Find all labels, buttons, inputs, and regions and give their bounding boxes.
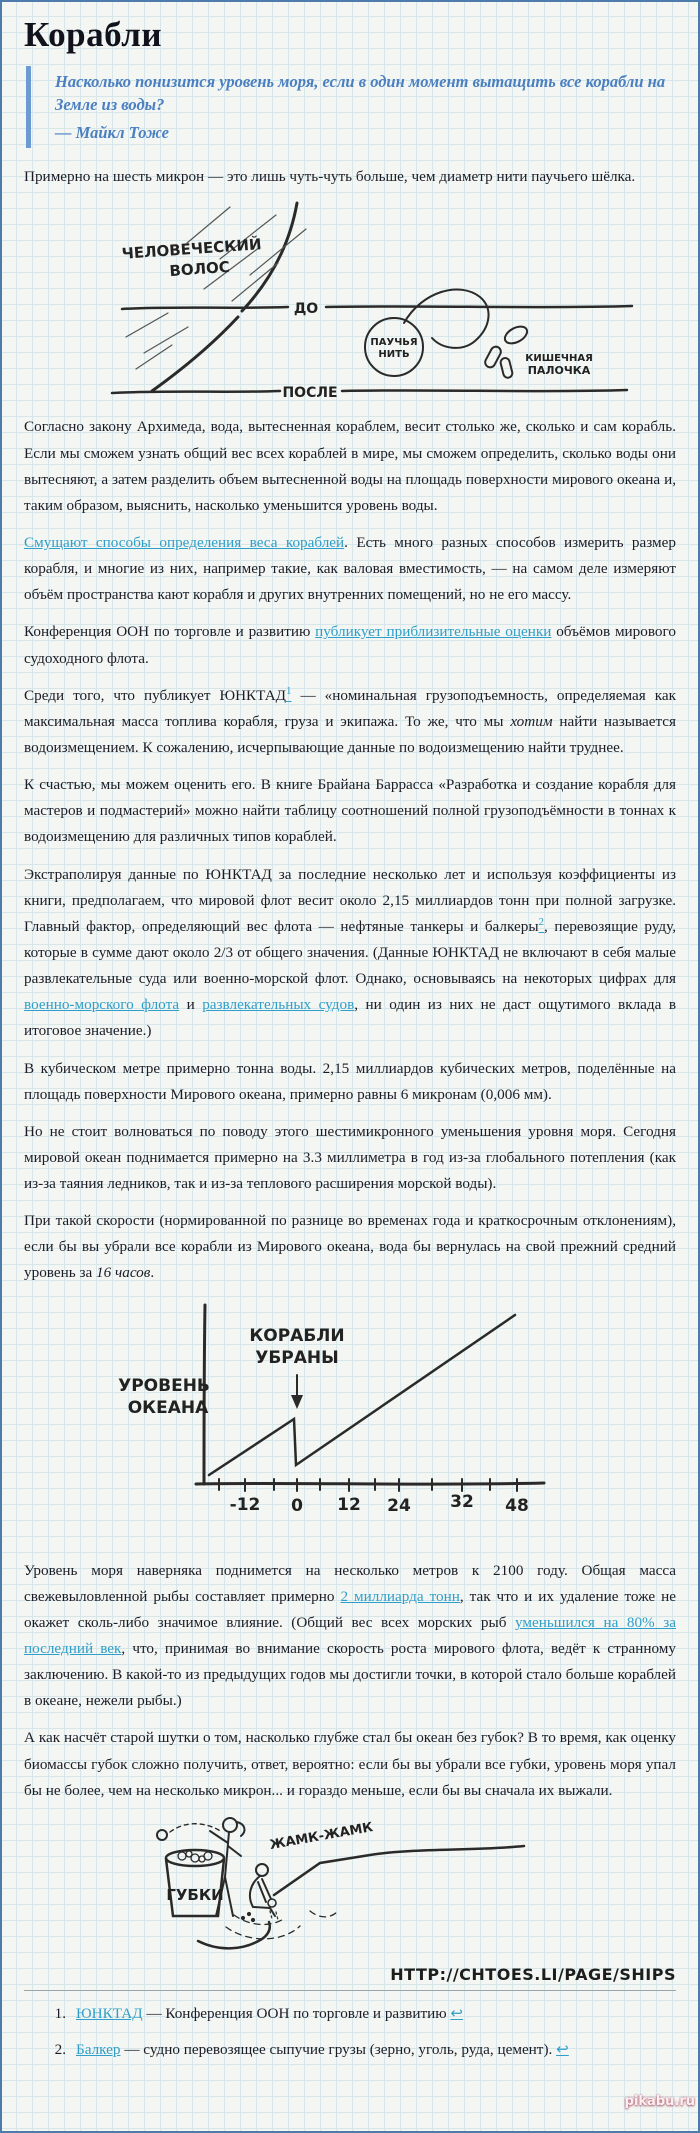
x-tick-label: 0 bbox=[291, 1495, 303, 1516]
x-tick-label: -12 bbox=[229, 1494, 261, 1515]
text-run: найти называется водоизмещением. К сожалению, исчерпывающие данные по водоизмещению найти труднее. bbox=[24, 712, 676, 756]
footnote-number: 2. bbox=[54, 2040, 66, 2058]
footnote-ref-link[interactable]: 2 bbox=[538, 915, 545, 928]
text-run: и bbox=[179, 996, 203, 1014]
paragraph-group-main bbox=[24, 414, 676, 1286]
source-url: HTTP://CHTOES.LI/PAGE/SHIPS bbox=[390, 1964, 676, 1984]
before-label: ДО bbox=[293, 301, 319, 318]
article-content bbox=[2, 2, 698, 2061]
text-run: . bbox=[150, 1264, 155, 1282]
inline-link[interactable]: военно-морского флота bbox=[24, 996, 180, 1014]
ecoli-label-line1: КИШЕЧНАЯ bbox=[525, 353, 593, 365]
watermark: pikabu.ru bbox=[624, 2094, 695, 2109]
text-run: В кубическом метре примерно тонна воды. 2,15 миллиардов кубических метров, поделённые на площадь поверхности Мирового океана, примерно равны 6 микронам (0,006 мм). bbox=[24, 1059, 676, 1103]
paragraph bbox=[24, 414, 676, 519]
sponge-drawing bbox=[112, 1815, 652, 1960]
hair-label-line2: ВОЛОС bbox=[168, 258, 231, 281]
footnote-item-1 bbox=[48, 2003, 676, 2025]
spider-silk-label-line1: ПАУЧЬЯ bbox=[370, 337, 418, 349]
ships-removed-label-line1: КОРАБЛИ bbox=[249, 1325, 345, 1346]
after-label: ПОСЛЕ bbox=[282, 385, 338, 402]
text-run: Экстраполируя данные по ЮНКТАД за последние несколько лет и используя коэффициенты из книги, предполагаем, что мировой флот весит около 2,15 миллиардов тонн при полной загрузке. Главный фактор, определяющий вес флота — нефтяные танкеры и балкеры bbox=[24, 865, 676, 935]
text-run: Уровень моря наверняка поднимется на несколько метров к 2100 году. Общая масса свежевыловленной рыбы составляет примерно bbox=[24, 1561, 676, 1605]
question-blockquote bbox=[26, 66, 676, 148]
paragraph bbox=[24, 1558, 676, 1715]
question-text: Насколько понизится уровень моря, если в один момент вытащить все корабли на Земле из воды? bbox=[55, 72, 666, 115]
inline-link[interactable]: публикует приблизительные оценки bbox=[315, 623, 552, 641]
text-run: — «номинальная грузоподъемность, определяемая как максимальная масса топлива корабля, груза и экипажа. То же, что мы bbox=[24, 686, 676, 730]
hair-comparison-drawing bbox=[92, 201, 652, 401]
text-run: Конференция ООН по торговле и развитию bbox=[24, 623, 316, 641]
paragraph bbox=[24, 772, 676, 850]
text-run: объёмов мирового судоходного флота. bbox=[24, 623, 676, 667]
footnote-text: — Конференция ООН по торговле и развитию bbox=[142, 2004, 451, 2022]
text-run: , ни один из них не даст ощутимого вклада в итоговое значение.) bbox=[24, 996, 677, 1040]
footnote-body bbox=[76, 2003, 463, 2025]
footnote-text: — судно перевозящее сыпучие грузы (зерно, уголь, руда, цемент). bbox=[120, 2040, 557, 2058]
bucket-label: ГУБКИ bbox=[166, 1885, 224, 1904]
paragraph bbox=[24, 1725, 676, 1803]
text-run: Согласно закону Архимеда, вода, вытесненная кораблем, весит столько же, сколько и сам корабль. Если мы сможем узнать общий вес всех кораблей в мире, мы сможем определить, сколько воды они вытесняют, а затем разделить объем вытесненной воды на площадь поверхности мирового океана и, таким образом, выяснить, насколько уменьшится уровень воды. bbox=[24, 418, 676, 514]
paragraph bbox=[24, 619, 676, 671]
x-tick-label: 48 bbox=[505, 1495, 529, 1516]
text-run: К счастью, мы можем оценить его. В книге Брайана Баррасса «Разработка и создание корабля для мастеров и подмастерий» можно найти таблицу соотношений полной грузоподъёмности в тоннах к водоизмещению для различных типов кораблей. bbox=[24, 776, 676, 846]
paragraph-group-intro bbox=[24, 164, 676, 190]
inline-link[interactable]: уменьшился на 80% за последний век bbox=[24, 1613, 676, 1658]
ecoli-label-line2: ПАЛОЧКА bbox=[527, 364, 591, 378]
footnotes-divider bbox=[24, 1990, 676, 1991]
x-tick-label: 32 bbox=[450, 1491, 474, 1512]
hair-comparison-illustration bbox=[92, 201, 676, 406]
squish-sfx-label: ЖАМК-ЖАМК bbox=[268, 1819, 375, 1853]
footnote-body bbox=[76, 2039, 569, 2061]
text-run: Примерно на шесть микрон — это лишь чуть-чуть больше, чем диаметр нити паучьего шёлка. bbox=[24, 168, 636, 186]
footnote-back-link[interactable]: ↩ bbox=[450, 2004, 464, 2022]
footnote-term-link[interactable]: Балкер bbox=[76, 2040, 121, 2058]
sponge-illustration bbox=[112, 1815, 676, 1965]
ships-removed-label-line2: УБРАНЫ bbox=[255, 1347, 339, 1368]
text-run: Среди того, что публикует ЮНКТАД bbox=[24, 686, 287, 704]
text-run: А как насчёт старой шутки о том, насколько глубже стал бы океан без губок? В то время, как оценку биомассы губок сложно получить, ответ, вероятно: если бы вы убрали все губки, уровень моря упал бы не более, чем на несколько микрон... и гораздо меньше, если бы вы сначала их выжали. bbox=[24, 1729, 676, 1799]
footnote-back-link[interactable]: ↩ bbox=[556, 2040, 569, 2058]
paragraph-group-outro bbox=[24, 1558, 676, 1804]
x-axis-tick-labels bbox=[230, 1492, 529, 1516]
spider-silk-label-line2: НИТЬ bbox=[378, 349, 410, 361]
text-run: При такой скорости (нормированной по разнице во временах года и краткосрочным отклонениям), если бы вы убрали все корабли из Мирового океана, вода бы вернулась на свой прежний средний уровень за bbox=[24, 1212, 676, 1282]
paragraph bbox=[24, 530, 676, 608]
paragraph bbox=[24, 1119, 676, 1197]
x-tick-label: 12 bbox=[337, 1494, 361, 1515]
hair-label-line1: ЧЕЛОВЕЧЕСКИЙ bbox=[121, 235, 263, 264]
paragraph bbox=[24, 1208, 676, 1286]
question-attribution: — Майкл Тоже bbox=[55, 122, 169, 142]
page-title: Корабли bbox=[24, 15, 163, 54]
paragraph bbox=[24, 683, 676, 761]
footnote-number: 1. bbox=[54, 2004, 66, 2022]
inline-link[interactable]: Смущают способы определения веса кораблей bbox=[24, 533, 345, 551]
text-run: , что, принимая во внимание скорость роста мирового флота, ведёт к странному заключению. В какой-то из предыдущих годов мы достигли точки, в которой стало больше кораблей в океане, нежели рыбы.) bbox=[24, 1640, 676, 1710]
footnote-term-link[interactable]: ЮНКТАД bbox=[76, 2004, 143, 2022]
text-run: Но не стоит волноваться по поводу этого шестимикронного уменьшения уровня моря. Сегодня мировой океан поднимается примерно на 3.3 миллиметра в год из-за глобального потепления (как из-за таяния ледников, так и из-за теплового расширения морской воды). bbox=[24, 1122, 676, 1193]
paragraph bbox=[24, 1056, 676, 1108]
arrow-head-icon bbox=[291, 1395, 303, 1409]
sea-level-chart-drawing bbox=[82, 1299, 642, 1549]
paragraph bbox=[24, 164, 676, 190]
text-run: , перевозящие руду, которые в сумме дают около 2/3 от общего значения. (Данные ЮНКТАД не включают в себя малые развлекательные суда или военно-морской флот. Однако, основываясь на некоторых цифрах для bbox=[24, 917, 676, 988]
sea-level-chart bbox=[82, 1299, 676, 1554]
text-run: , так что и их удаление тоже не окажет сколь-либо значимое влияние. (Общий вес всех морских рыб bbox=[24, 1587, 676, 1631]
paragraph bbox=[24, 862, 676, 1045]
footnote-item-2 bbox=[48, 2039, 676, 2061]
emphasis-text: 16 часов bbox=[96, 1264, 151, 1282]
x-tick-label: 24 bbox=[387, 1495, 411, 1516]
inline-link[interactable]: развлекательных судов bbox=[202, 996, 355, 1014]
footnote-ref-link[interactable]: 1 bbox=[286, 684, 292, 697]
inline-link[interactable]: 2 миллиарда тонн bbox=[340, 1587, 460, 1605]
text-run: . Есть много разных способов измерить размер корабля, и многие из них, например такие, как валовая вместимость, — на самом деле измеряют объём пространства кают корабля и других внутренних помещений, но не его массу. bbox=[24, 533, 676, 604]
footnotes-list bbox=[24, 2003, 676, 2061]
y-axis-label-line2: ОКЕАНА bbox=[127, 1397, 209, 1418]
emphasis-text: хотим bbox=[510, 712, 553, 730]
y-axis-label-line1: УРОВЕНЬ bbox=[118, 1375, 210, 1396]
